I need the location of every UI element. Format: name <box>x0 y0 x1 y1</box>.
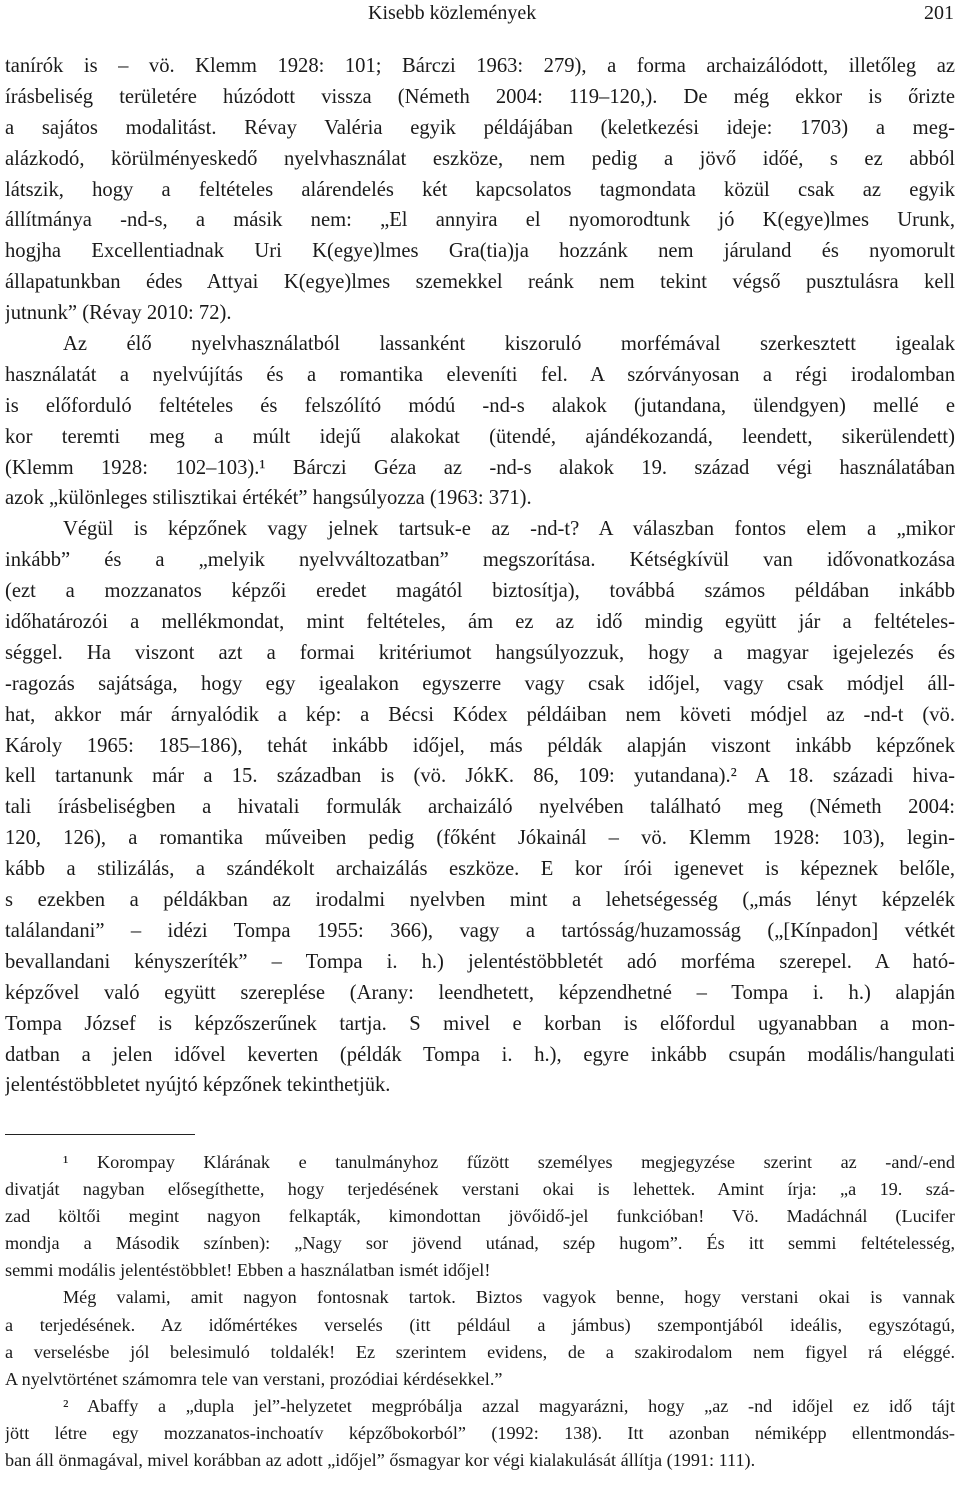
body-line: tali írásbeliségben a hivatali formulák archaizáló nyelvében található meg (Németh 2004: <box>5 796 955 819</box>
body-line: Végül is képzőnek vagy jelnek tartsuk-e az -nd-t? A válaszban fontos elem a „mikor <box>63 518 955 541</box>
body-line: (Klemm 1928: 102–103).¹ Bárczi Géza az -nd-s alakok 19. század végi használatában <box>5 456 955 479</box>
body-line: s ezekben a példákban az irodalmi nyelvben mint a lehetségesség („más lényt képzelék <box>5 889 955 912</box>
footnote-line: ² Abaffy a „dupla jel”-helyzetet megpróbálja azzal magyarázni, hogy „az -nd időjel ez idő tájt <box>63 1395 955 1416</box>
footnote-line: mondja a Második színben): „Nagy sor jövend utánad, szép hugom”. És itt semmi feltételesség, <box>5 1233 955 1254</box>
body-line: állítmánya -nd-s, a másik nem: „El annyira el nyomorodtunk jó K(egye)lmes Urunk, <box>5 209 955 232</box>
footnote-separator <box>5 1134 195 1135</box>
body-line: bevallandani kényszeríték” – Tompa i. h.) jelentéstöbbletét adó morféma szerepel. A ható- <box>5 950 955 973</box>
body-line: 120, 126), a romantika műveiben pedig (főként Jókainál – vö. Klemm 1928: 103), legin- <box>5 827 955 850</box>
body-line: -ragozás sajátsága, hogy egy igealakon egyszerre vagy csak időjel, vagy csak módjel áll- <box>5 672 955 695</box>
body-line: (ezt a mozzanatos képzői eredet magától biztosítja), továbbá számos példában inkább <box>5 580 955 603</box>
running-title: Kisebb közlemények <box>368 2 537 24</box>
body-line: jutnunk” (Révay 2010: 72). <box>5 302 232 325</box>
body-line: Tompa József is képzőszerűnek tartja. S mivel e korban is előfordul ugyanabban a mon- <box>5 1012 955 1035</box>
body-line: tanírók is – vö. Klemm 1928: 101; Bárczi 1963: 279), a forma archaizálódott, illetőleg az <box>5 55 955 77</box>
footnote-line: semmi modális jelentéstöbblet! Ebben a használatban ismét időjel! <box>5 1260 491 1281</box>
footnote-line: jött létre egy mozzanatos-inchoatív képzőbokorból” (1992: 138). Itt azonban némiképp ellentmondás- <box>5 1422 955 1443</box>
footnote-line: ban áll önmagával, mivel korábban az adott „időjel” ősmagyar kor végi kialakulását állítja (1991: 111). <box>5 1450 756 1471</box>
body-line: alázkodó, körülményeskedő nyelvhasználat eszköze, nem pedig a jövő időé, s ez abból <box>5 147 955 170</box>
body-line: időhatározói a mellékmondat, mint feltételes, ám ez az idő mindig együtt jár a feltételes- <box>5 611 955 634</box>
body-line: Az élő nyelvhasználatból lassanként kiszoruló morfémával szerkesztett igealak <box>63 333 955 356</box>
body-line: találandani” – idézi Tompa 1955: 366), vagy a tartósság/huzamosság („[Kínpadon] vétkét <box>5 919 955 942</box>
body-text <box>5 51 955 1101</box>
footnote-line: Még valami, amit nagyon fontosnak tartok. Biztos vagyok benne, hogy verstani okai is vannak <box>63 1287 955 1308</box>
body-line: használatát a nyelvújítás és a romantika eleveníti fel. A szórványosan a régi irodalomban <box>5 363 955 386</box>
footnote-line: a verselésbe jól belesimuló toldalék! Ez szerintem evidens, de a szakirodalom nem figyel rá eléggé. <box>5 1341 955 1362</box>
body-line: azok „különleges stilisztikai értékét” hangsúlyozza (1963: 371). <box>5 487 532 510</box>
footnote-line: ¹ Korompay Klárának e tanulmányhoz fűzött személyes megjegyzése szerint az -and/-end <box>63 1152 955 1172</box>
footnote-line: divatját nagyban elősegíthette, hogy terjedésének verstani okai is lehettek. Amint írja: „a 19. szá- <box>5 1179 955 1200</box>
body-line: állapatunkban édes Attyai K(egye)lmes szemekkel reánk nem tekint végső pusztulásra kell <box>5 271 955 294</box>
footnote-line: zad költői megint nagyon felkapták, kimondottan jövőidő-jel funkcióban! Vö. Madáchnál (Lucifer <box>5 1206 955 1227</box>
body-line: képzővel való együtt szereplése (Arany: leendhetett, képzendhetné – Tompa i. h.) alapján <box>5 981 955 1004</box>
body-line: a sajátos modalitást. Révay Valéria egyik példájában (keletkezési ideje: 1703) a meg- <box>5 116 955 139</box>
body-line: hogjha Excellentiadnak Uri K(egye)lmes Gra(tia)ja hozzánk nem járuland és nyomorult <box>5 240 955 263</box>
body-line: hat, akkor már árnyalódik a kép: a Bécsi Kódex példáiban nem követi módjel az -nd-t (vö. <box>5 703 955 726</box>
body-line: is előforduló feltételes és felszólító módú -nd-s alakok (jutandana, ülendgyen) mellé e <box>5 394 955 417</box>
body-line: kor teremti meg a múlt idejű alakokat (ütendé, ajándékozandá, leendett, sikerülendett) <box>5 425 955 448</box>
running-header <box>0 0 960 26</box>
body-line: jelentéstöbbletet nyújtó képzőnek tekinthetjük. <box>5 1074 391 1097</box>
footnote-line: A nyelvtörténet számomra tele van verstani, prozódiai kérdésekkel.” <box>5 1368 503 1389</box>
body-line: datban a jelen idővel keverten (példák Tompa i. h.), egyre inkább csupán modális/hangulati <box>5 1043 955 1066</box>
footnote-line: a terjedésének. Az időmértékes verselés (itt például a jámbus) szempontjából ideális, egyszótagú, <box>5 1314 955 1335</box>
body-line: írásbeliség területére húzódott vissza (Németh 2004: 119–120,). De még ekkor is őrizte <box>5 85 955 108</box>
body-line: inkább” és a „melyik nyelvváltozatban” megszorítása. Kétségkívül van idővonatkozása <box>5 549 955 572</box>
body-line: kább a stilizálás, a szándékolt archaizálás eszköze. E kor írói igenevet is képeznek belőle, <box>5 858 955 881</box>
body-line: látszik, hogy a feltételes alárendelés két kapcsolatos tagmondata közül csak az egyik <box>5 178 955 201</box>
body-line: kell tartanunk már a 15. században is (vö. JókK. 86, 109: yutandana).² A 18. századi hiva- <box>5 765 955 788</box>
page-number: 201 <box>924 2 954 24</box>
body-line: séggel. Ha viszont azt a formai kritériumot hangsúlyozzuk, hogy a magyar igejelezés és <box>5 641 955 664</box>
footnotes <box>5 1149 955 1474</box>
body-line: Károly 1965: 185–186), tehát inkább időjel, más példák alapján viszont inkább képzőnek <box>5 734 955 757</box>
